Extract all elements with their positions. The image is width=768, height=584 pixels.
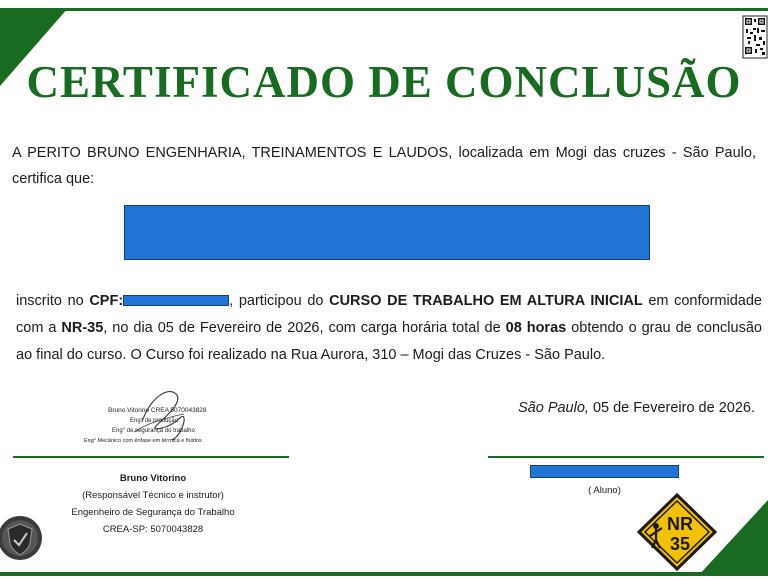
redacted-cpf [123,295,229,306]
issuer-statement: A PERITO BRUNO ENGENHARIA, TREINAMENTOS E LAUDOS, localizada em Mogi das cruzes - São Paulo, certifica que: [12,145,756,187]
text-mid-2: , no dia 05 de Fevereiro de 2026, com carga horária total de [103,320,506,336]
cpf-label: CPF: [89,293,124,309]
badge-nr: NR [667,514,693,534]
date: 05 de Fevereiro de 2026. [588,400,755,416]
place-and-date [518,400,755,416]
certification-paragraph [16,288,762,369]
stamp-line-2: Eng° de produção [130,418,179,424]
signatory-role: (Responsável Técnico e instrutor) [82,490,224,501]
signatory-name: Bruno Vitorino [119,473,187,484]
signatory-registration: CREA-SP: 5070043828 [102,524,204,535]
text-mid-1: em conformidade com a [16,293,762,336]
bottom-border-rule [0,572,768,576]
place: São Paulo, [517,400,589,416]
instructor-signature-block [48,470,258,538]
stamp-line-3: Eng° de segurança do trabalho [112,428,195,434]
course-hours: 08 horas [505,320,567,336]
qr-code-icon [742,15,768,59]
top-border-rule [0,8,768,11]
badge-35: 35 [669,534,691,554]
text-after-cpf: , participou do [229,293,330,309]
certificate-title: CERTIFICADO DE CONCLUSÃO [26,57,742,107]
signature-line-instructor [13,456,289,458]
stamp-line-4: Eng° Mecânico com ênfase em térmica e fluidos [84,438,202,444]
stamp-line-1: Bruno Vitorino CREA 5070043828 [108,407,207,414]
shield-emblem-icon [0,510,46,566]
signatory-title: Engenheiro de Segurança do Trabalho [71,507,235,518]
text-end: obtendo o grau de conclusão ao final do curso. O Curso foi realizado na Rua Aurora, 310 – Mogi das Cruzes - São Paulo. [16,320,762,363]
text-prefix: inscrito no [16,293,90,309]
student-label: ( Aluno) [588,485,621,496]
signature-line-student [488,456,764,458]
norm-reference: NR-35 [61,320,104,336]
signature-stamp [80,388,230,450]
redacted-student-signature [530,465,679,478]
nr35-warning-sign-icon [636,492,718,572]
course-name: CURSO DE TRABALHO EM ALTURA INICIAL [329,293,643,309]
redacted-student-name [124,205,650,260]
